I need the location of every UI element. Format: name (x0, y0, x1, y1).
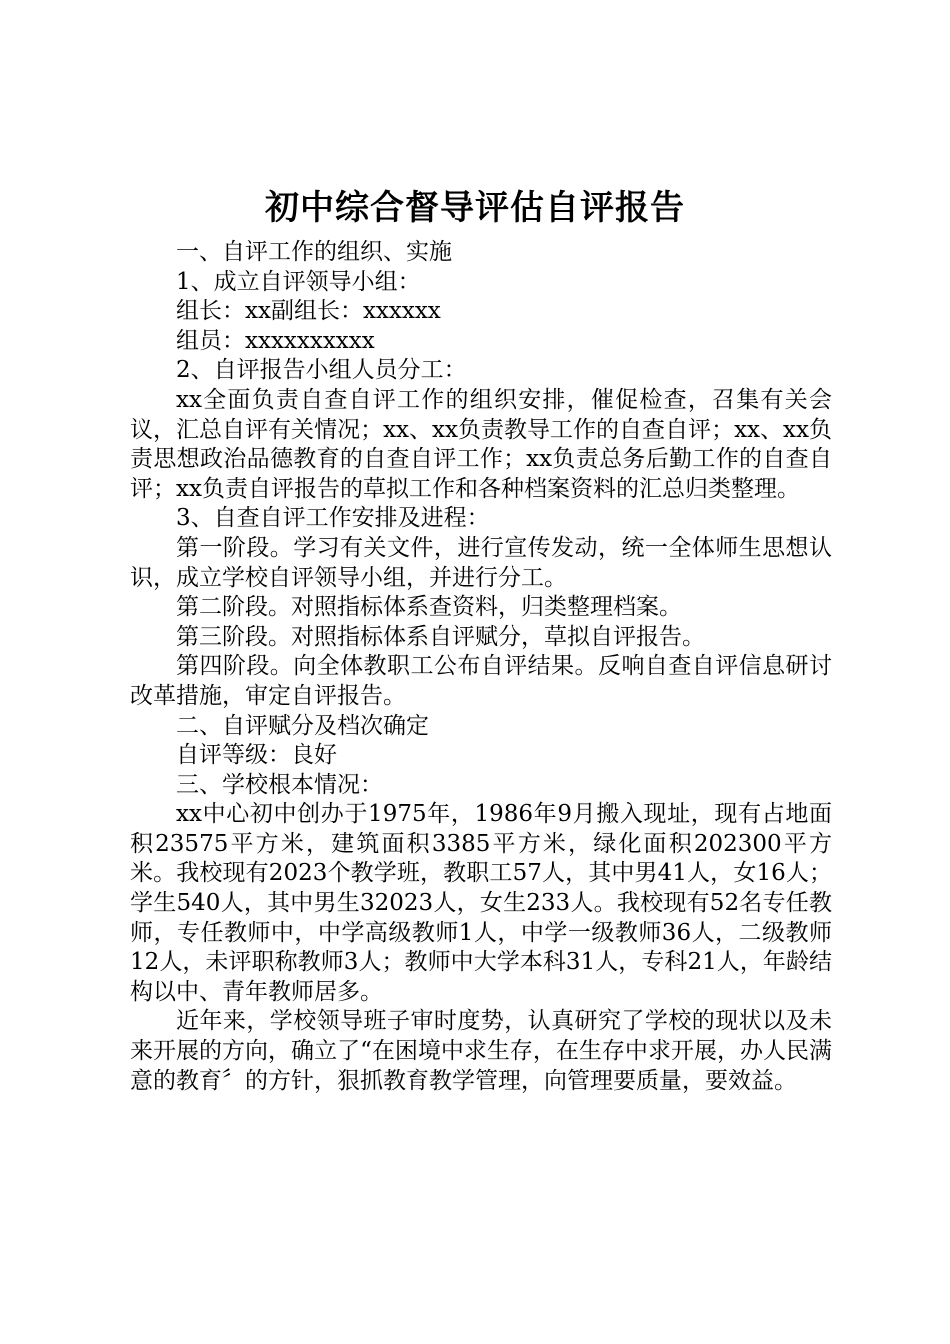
subheading-schedule: 3、自查自评工作安排及进程： (176, 505, 490, 532)
document-title: 初中综合督导评估自评报告 (265, 188, 685, 228)
recent-years-paragraph: 近年来，学校领导班子审时度势，认真研究了学校的现状以及未来开展的方向，确立了“在困境中求生存，在生存中求开展，办人民满意的教育〞的方针，狠抓教育教学管理，向管理要质量，要效益。 (130, 1008, 832, 1094)
stage-three-paragraph: 第三阶段。对照指标体系自评赋分，草拟自评报告。 (176, 623, 705, 650)
subheading-division-of-work: 2、自评报告小组人员分工： (176, 357, 467, 384)
subheading-leadership-group: 1、成立自评领导小组： (176, 268, 421, 295)
stage-four-paragraph: 第四阶段。向全体教职工公布自评结果。反响自查自评信息研讨改革措施，审定自评报告。 (130, 653, 832, 709)
division-of-work-paragraph: xx全面负责自查自评工作的组织安排，催促检查，召集有关会议，汇总自评有关情况；xx、xx负责教导工作的自查自评；xx、xx负责思想政治品德教育的自查自评工作；xx负责总务后勤工作的自查自评；xx负责自评报告的草拟工作和各种档案资料的汇总归类整理。 (130, 386, 832, 502)
school-info-paragraph: xx中心初中创办于1975年，1986年9月搬入现址，现有占地面积23575平方米，建筑面积3385平方米，绿化面积202300平方米。我校现有2023个教学班，教职工57人，其中男41人，女16人；学生540人，其中男生32023人，女生233人。我校现有52名专任教师，专任教师中，中学高级教师1人，中学一级教师36人，二级教师12人，未评职称教师3人；教师中大学本科31人，专科21人，年龄结构以中、青年教师居多。 (130, 801, 832, 1005)
section-heading-school-info: 三、学校根本情况： (176, 771, 383, 798)
group-leaders-line: 组长：xx副组长：xxxxxx (176, 298, 441, 325)
rating-line: 自评等级：良好 (176, 742, 337, 769)
section-heading-organization: 一、自评工作的组织、实施 (176, 239, 452, 265)
group-members-line: 组员：xxxxxxxxxx (176, 327, 375, 354)
stage-two-paragraph: 第二阶段。对照指标体系查资料，归类整理档案。 (176, 594, 682, 621)
stage-one-paragraph: 第一阶段。学习有关文件，进行宣传发动，统一全体师生思想认识，成立学校自评领导小组，并进行分工。 (130, 534, 832, 591)
document-body (130, 238, 832, 1096)
section-heading-scoring: 二、自评赋分及档次确定 (176, 712, 429, 739)
